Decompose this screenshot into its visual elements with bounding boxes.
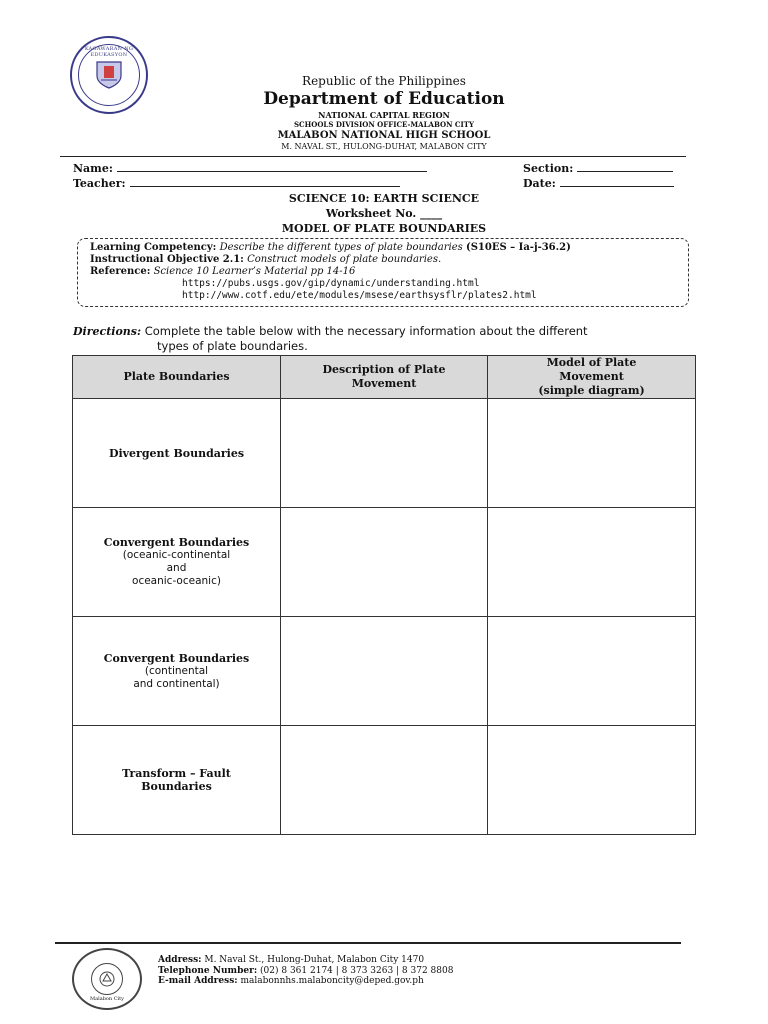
description-cell[interactable] (281, 617, 488, 726)
directions-label: Directions: (73, 325, 142, 338)
emblem-icon (98, 970, 116, 988)
school-seal-bottom: Malabon City (90, 996, 124, 1002)
school-seal-emblem (91, 963, 123, 995)
plate-boundaries-table (72, 355, 696, 835)
reference-url-2[interactable]: http://www.cotf.edu/ete/modules/msese/earthsysflr/plates2.html (182, 290, 537, 301)
region-line: NATIONAL CAPITAL REGION (318, 110, 450, 120)
row-label (73, 617, 281, 726)
reference-text: Science 10 Learner’s Material pp 14-16 (153, 266, 356, 277)
competency-code: (S10ES – Ia-j-36.2) (465, 242, 571, 253)
worksheet-topic: MODEL OF PLATE BOUNDARIES (281, 222, 487, 235)
competency-text: Describe the different types of plate boundaries (219, 242, 463, 253)
description-cell[interactable] (281, 399, 488, 508)
row-label (73, 508, 281, 617)
row-title-cont: Boundaries (141, 780, 212, 793)
teacher-field[interactable] (73, 177, 400, 190)
table-header-row (73, 356, 696, 399)
row-title: Convergent Boundaries (103, 536, 250, 549)
header-description-text: Description of Plate Movement (322, 363, 446, 390)
footer-address-label: Address: (158, 955, 202, 965)
objective-label: Instructional Objective 2.1: (90, 254, 244, 265)
description-cell[interactable] (281, 726, 488, 835)
date-label: Date: (523, 177, 556, 190)
header-model-text: Model of Plate Movement (546, 356, 637, 383)
footer-address-text: M. Naval St., Hulong-Duhat, Malabon City 1470 (204, 955, 425, 965)
reference-line (90, 266, 676, 278)
row-subtitle: (oceanic-continental (122, 549, 231, 561)
footer-phone-label: Telephone Number: (158, 965, 258, 976)
section-field[interactable] (523, 162, 673, 175)
footer-email-text[interactable]: malabonnhs.malaboncity@deped.gov.ph (240, 976, 424, 986)
header-plate-boundaries: Plate Boundaries (73, 356, 281, 399)
model-cell[interactable] (488, 726, 696, 835)
table-row (73, 508, 696, 617)
model-cell[interactable] (488, 508, 696, 617)
footer-phone-text: (02) 8 361 2174 | 8 373 3263 | 8 372 8808 (260, 965, 454, 976)
row-subtitle: (continental (144, 664, 209, 677)
directions (73, 324, 694, 354)
footer-email-label: E-mail Address: (158, 976, 238, 986)
row-title: Transform – Fault (122, 767, 231, 780)
row-subtitle: and (166, 562, 187, 574)
objective-text: Construct models of plate boundaries. (247, 254, 442, 265)
objective-line (90, 254, 676, 266)
seal-text: KAGAWARAN NG EDUKASYON (84, 46, 134, 58)
date-field[interactable] (523, 177, 674, 190)
school-name: MALABON NATIONAL HIGH SCHOOL (277, 130, 491, 141)
header-divider (60, 156, 686, 157)
reference-url-1[interactable]: https://pubs.usgs.gov/gip/dynamic/understanding.html (182, 278, 480, 289)
directions-line-1 (73, 324, 694, 339)
division-line: SCHOOLS DIVISION OFFICE-MALABON CITY (294, 120, 474, 129)
section-blank[interactable] (577, 162, 673, 172)
name-field[interactable] (73, 162, 427, 175)
teacher-blank[interactable] (130, 177, 400, 187)
model-cell[interactable] (488, 399, 696, 508)
row-label (73, 726, 281, 835)
department-title: Department of Education (263, 89, 505, 109)
row-subtitle: and continental) (133, 677, 220, 690)
footer-divider (55, 942, 681, 944)
row-title: Divergent Boundaries (108, 446, 245, 460)
republic-line: Republic of the Philippines (302, 74, 466, 88)
table-row (73, 726, 696, 835)
row-title: Convergent Boundaries (103, 651, 250, 665)
header-model-sub: (simple diagram) (538, 384, 645, 397)
competency-label: Learning Competency: (90, 242, 217, 253)
footer-contact (158, 955, 453, 987)
name-label: Name: (73, 162, 113, 175)
header-description (281, 356, 488, 399)
row-label (73, 399, 281, 508)
name-blank[interactable] (117, 162, 427, 172)
footer-address (158, 955, 453, 966)
directions-line-2: types of plate boundaries. (157, 339, 308, 353)
footer-phone (158, 966, 453, 977)
school-address: M. NAVAL ST., HULONG-DUHAT, MALABON CITY (281, 142, 487, 151)
row-subtitle: oceanic-oceanic) (132, 575, 221, 587)
competency-line (90, 242, 676, 254)
worksheet-number: Worksheet No. ____ (325, 207, 443, 220)
table-row (73, 617, 696, 726)
teacher-label: Teacher: (73, 177, 126, 190)
description-cell[interactable] (281, 508, 488, 617)
school-seal (72, 948, 142, 1010)
reference-label: Reference: (90, 266, 151, 277)
learning-competency-box (77, 238, 689, 307)
directions-text-1: Complete the table below with the necessary information about the different (144, 324, 588, 338)
date-blank[interactable] (560, 177, 674, 187)
footer-email (158, 976, 453, 987)
section-label: Section: (523, 162, 574, 175)
table-row (73, 399, 696, 508)
model-cell[interactable] (488, 617, 696, 726)
subject-title: SCIENCE 10: EARTH SCIENCE (288, 192, 480, 205)
header-model (488, 356, 696, 399)
